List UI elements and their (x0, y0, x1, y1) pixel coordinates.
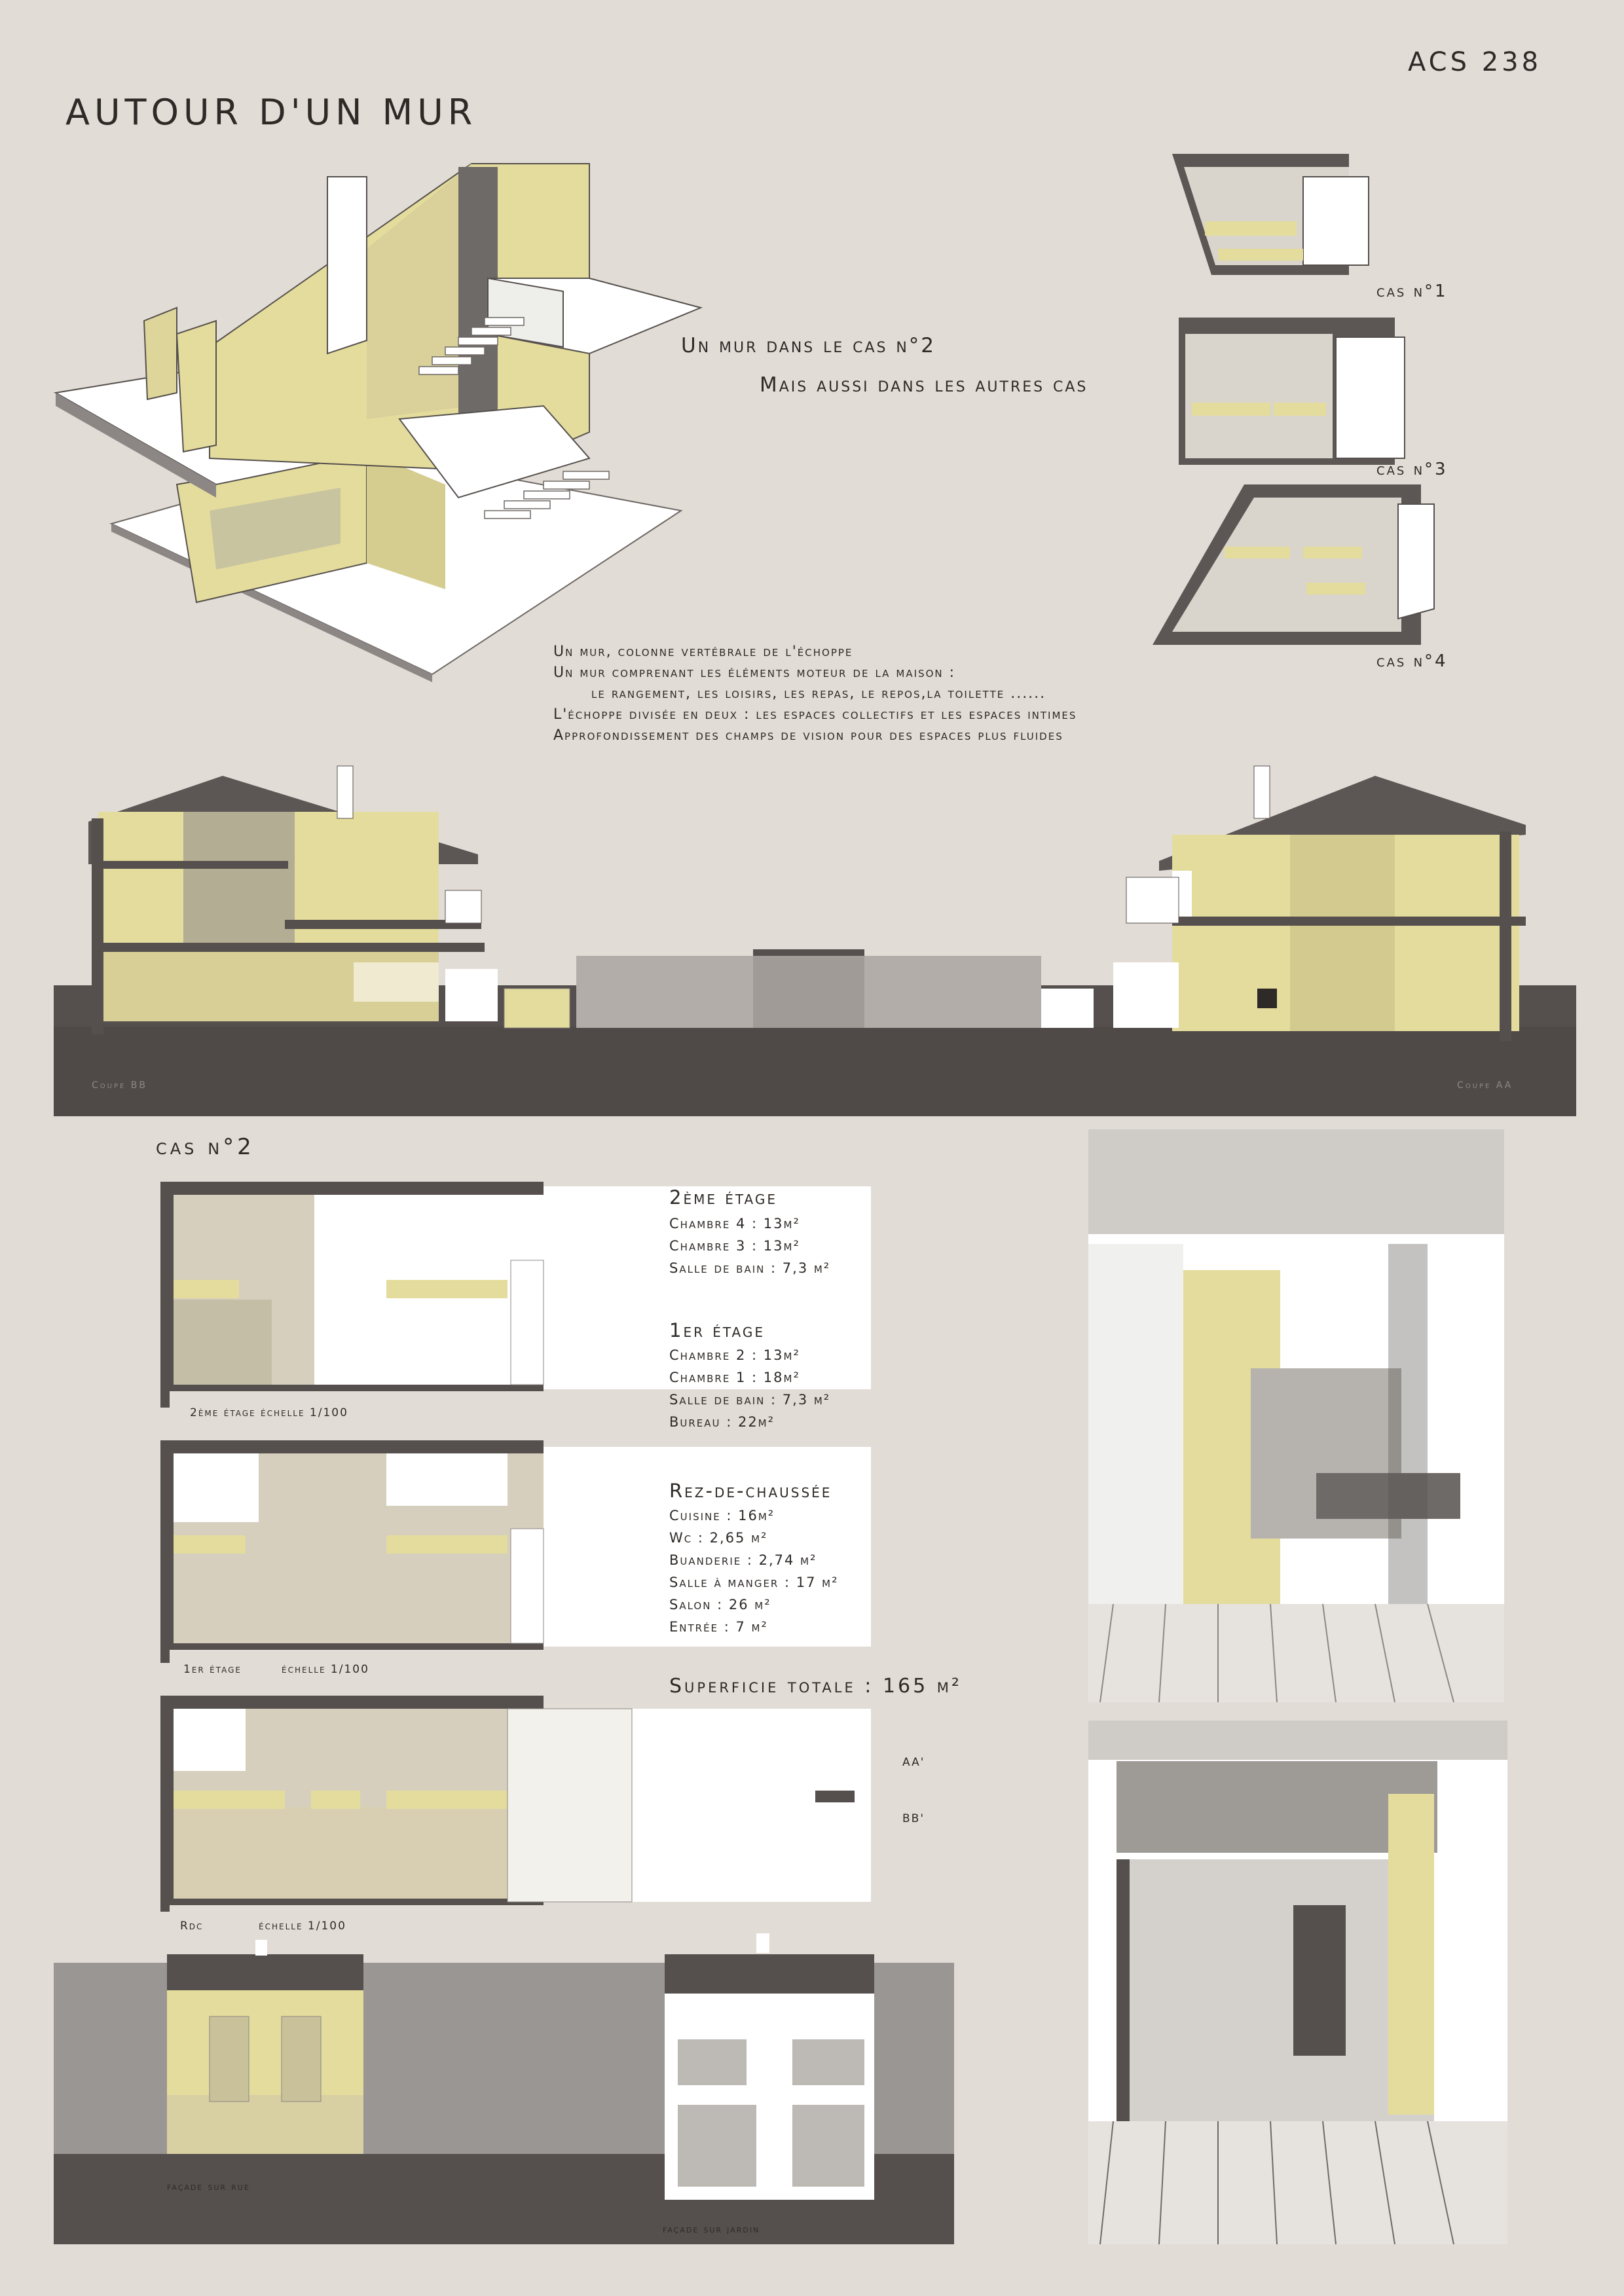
description-line: Un mur, colonne vertébrale de l'échoppe (553, 644, 853, 660)
case-4-label: cas n°4 (1376, 651, 1448, 671)
room-item: Chambre 3 : 13m² (669, 1238, 800, 1254)
room-item: Chambre 4 : 13m² (669, 1216, 800, 1231)
description-line: Approfondissement des champs de vision pour des espaces plus fluides (553, 727, 1063, 744)
level2-caption: 2ème étage échelle 1/100 (190, 1406, 348, 1419)
plans-title: cas n°2 (156, 1134, 255, 1160)
level1-caption: 1er étage (183, 1663, 242, 1676)
section-mark-aa: AA' (902, 1756, 925, 1769)
room-item: Cuisine : 16m² (669, 1508, 775, 1523)
page-title: AUTOUR D'UN MUR (65, 92, 477, 133)
ground-heading: Rez-de-chaussée (669, 1480, 832, 1502)
room-item: Wc : 2,65 m² (669, 1530, 768, 1546)
level1-scale: échelle 1/100 (282, 1663, 369, 1676)
section-label-aa: Coupe AA (1457, 1080, 1513, 1091)
facade-street-label: façade sur rue (167, 2180, 250, 2193)
project-code: ACS 238 (1408, 47, 1542, 77)
room-item: Entrée : 7 m² (669, 1619, 768, 1635)
facade-garden-label: façade sur jardin (663, 2223, 760, 2235)
level2-heading: 2ème étage (669, 1186, 777, 1209)
room-item: Salle à manger : 17 m² (669, 1575, 839, 1590)
description-line: L'échoppe divisée en deux : les espaces collectifs et les espaces intimes (553, 706, 1077, 723)
room-item: Buanderie : 2,74 m² (669, 1552, 817, 1568)
section-label-bb: Coupe BB (92, 1080, 147, 1091)
intro-line-1: Un mur dans le cas n°2 (681, 334, 936, 357)
intro-line-2: Mais aussi dans les autres cas (760, 373, 1088, 397)
room-item: Chambre 2 : 13m² (669, 1347, 800, 1363)
case-3-label: cas n°3 (1376, 460, 1448, 479)
ground-scale: échelle 1/100 (259, 1920, 346, 1933)
level1-heading: 1er étage (669, 1319, 765, 1341)
description-line: le rangement, les loisirs, les repas, le repos,la toilette ...... (591, 685, 1046, 702)
room-item: Salle de bain : 7,3 m² (669, 1392, 831, 1408)
total-area: Superficie totale : 165 m² (669, 1675, 962, 1698)
room-item: Chambre 1 : 18m² (669, 1370, 800, 1385)
description-line: Un mur comprenant les éléments moteur de la maison : (553, 665, 955, 681)
case-1-label: cas n°1 (1376, 282, 1448, 301)
room-item: Salon : 26 m² (669, 1597, 771, 1613)
room-item: Bureau : 22m² (669, 1414, 775, 1430)
section-mark-bb: BB' (902, 1812, 925, 1825)
room-item: Salle de bain : 7,3 m² (669, 1260, 831, 1276)
ground-caption: Rdc (180, 1920, 204, 1933)
